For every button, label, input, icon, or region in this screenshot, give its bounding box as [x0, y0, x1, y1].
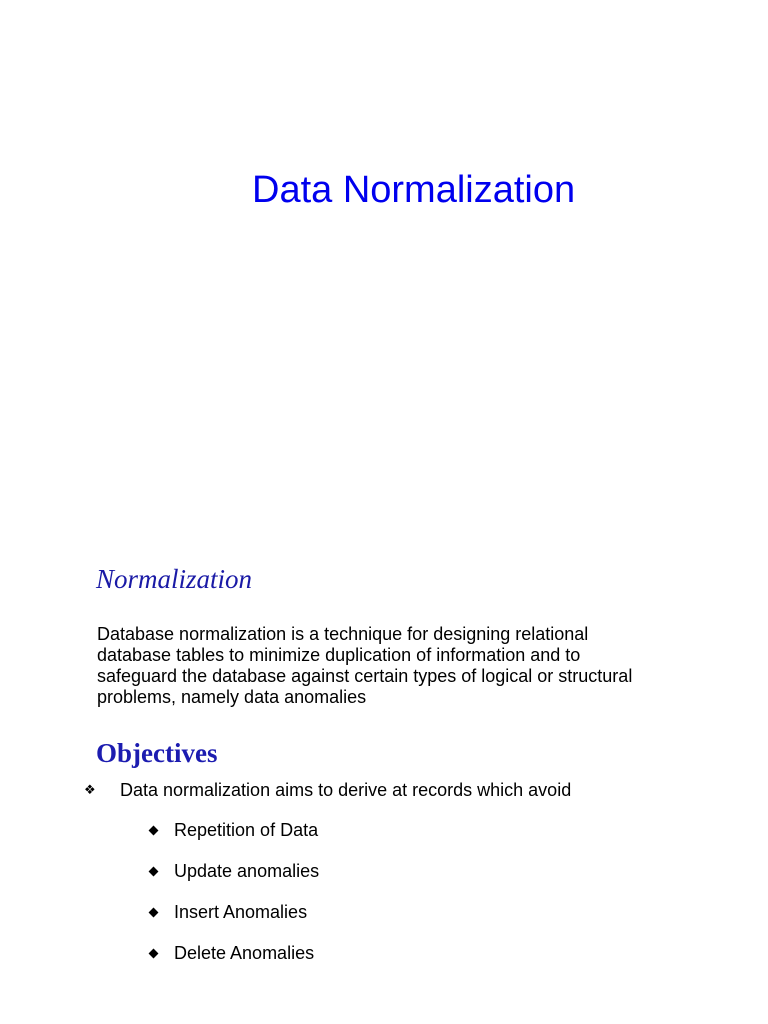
objectives-heading: Objectives	[96, 738, 218, 768]
list-item	[148, 859, 319, 883]
diamond-bullet-icon	[149, 866, 159, 876]
list-item	[148, 900, 319, 924]
diamond-bullet-icon	[149, 907, 159, 917]
list-item	[148, 941, 319, 965]
list-item-label: Update anomalies	[174, 860, 320, 881]
objectives-list	[148, 818, 319, 982]
diamond-bullet-icon	[149, 825, 159, 835]
normalization-heading: Normalization	[96, 564, 253, 594]
list-item	[148, 818, 319, 842]
objective-intro-text: Data normalization aims to derive at records which avoid	[120, 780, 572, 800]
objective-intro	[84, 778, 571, 802]
list-item-label: Insert Anomalies	[174, 901, 308, 922]
list-item-label: Repetition of Data	[174, 819, 319, 840]
normalization-paragraph: Database normalization is a technique for designing relational database tables to minimize duplication of information and to safeguard the database against certain types of logical or structural problems, namely data anomalies	[97, 624, 633, 707]
content-slide	[0, 520, 768, 1024]
page-title: Data Normalization	[252, 169, 576, 211]
list-item-label: Delete Anomalies	[174, 942, 315, 963]
four-petal-diamond-icon: ❖	[84, 782, 96, 797]
diamond-bullet-icon	[149, 948, 159, 958]
